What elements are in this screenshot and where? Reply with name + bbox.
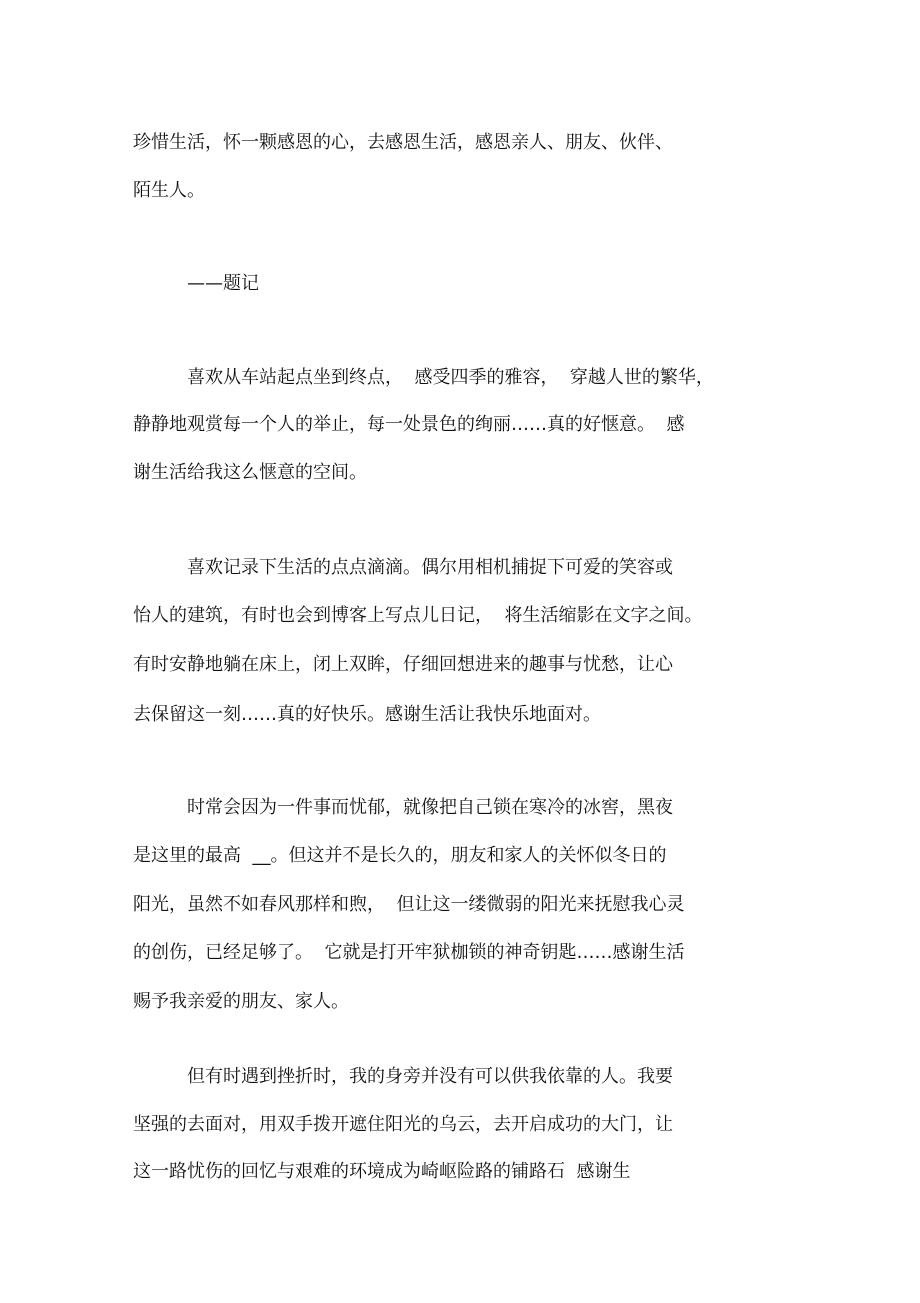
paragraph4-line-3: 这一路忧伤的回忆与艰难的环境成为崎岖险路的铺路石 感谢生 — [133, 1161, 631, 1182]
paragraph2-line-4: 去保留这一刻……真的好快乐。感谢生活让我快乐地面对。 — [133, 704, 601, 725]
paragraph2-line-2: 怡人的建筑，有时也会到博客上写点儿日记， 将生活缩影在文字之间。 — [133, 605, 703, 626]
paragraph1-line-3: 谢生活给我这么惬意的空间。 — [133, 462, 367, 483]
paragraph3-line-4: 的创伤，已经足够了。 它就是打开牢狱枷锁的神奇钥匙……感谢生活 — [133, 942, 685, 963]
paragraph3-line-1: 时常会因为一件事而忧郁，就像把自己锁在寒冷的冰窖，黑夜 — [187, 797, 673, 818]
intro-line-1: 珍惜生活，怀一颗感恩的心，去感恩生活，感恩亲人、朋友、伙伴、 — [133, 132, 673, 153]
paragraph1-line-1: 喜欢从车站起点坐到终点， 感受四季的雅容， 穿越人世的繁华， — [187, 367, 714, 388]
intro-line-2: 陌生人。 — [133, 180, 205, 201]
epigraph: ——题记 — [187, 273, 259, 294]
paragraph1-line-2: 静静地观赏每一个人的举止，每一处景色的绚丽……真的好惬意。 感 — [133, 414, 685, 435]
paragraph3-line-3: 阳光，虽然不如春风那样和煦， 但让这一缕微弱的阳光来抚慰我心灵 — [133, 894, 685, 915]
paragraph3-line-2: 是这里的最高 __。但这并不是长久的，朋友和家人的关怀似冬日的 — [133, 845, 667, 866]
paragraph4-line-2: 坚强的去面对，用双手拨开遮住阳光的乌云，去开启成功的大门，让 — [133, 1114, 673, 1135]
paragraph3-line-5: 赐予我亲爱的朋友、家人。 — [133, 991, 349, 1012]
paragraph2-line-1: 喜欢记录下生活的点点滴滴。偶尔用相机捕捉下可爱的笑容或 — [187, 557, 673, 578]
paragraph2-line-3: 有时安静地躺在床上，闭上双眸，仔细回想进来的趣事与忧愁，让心 — [133, 654, 673, 675]
paragraph4-line-1: 但有时遇到挫折时，我的身旁并没有可以供我依靠的人。我要 — [187, 1066, 673, 1087]
